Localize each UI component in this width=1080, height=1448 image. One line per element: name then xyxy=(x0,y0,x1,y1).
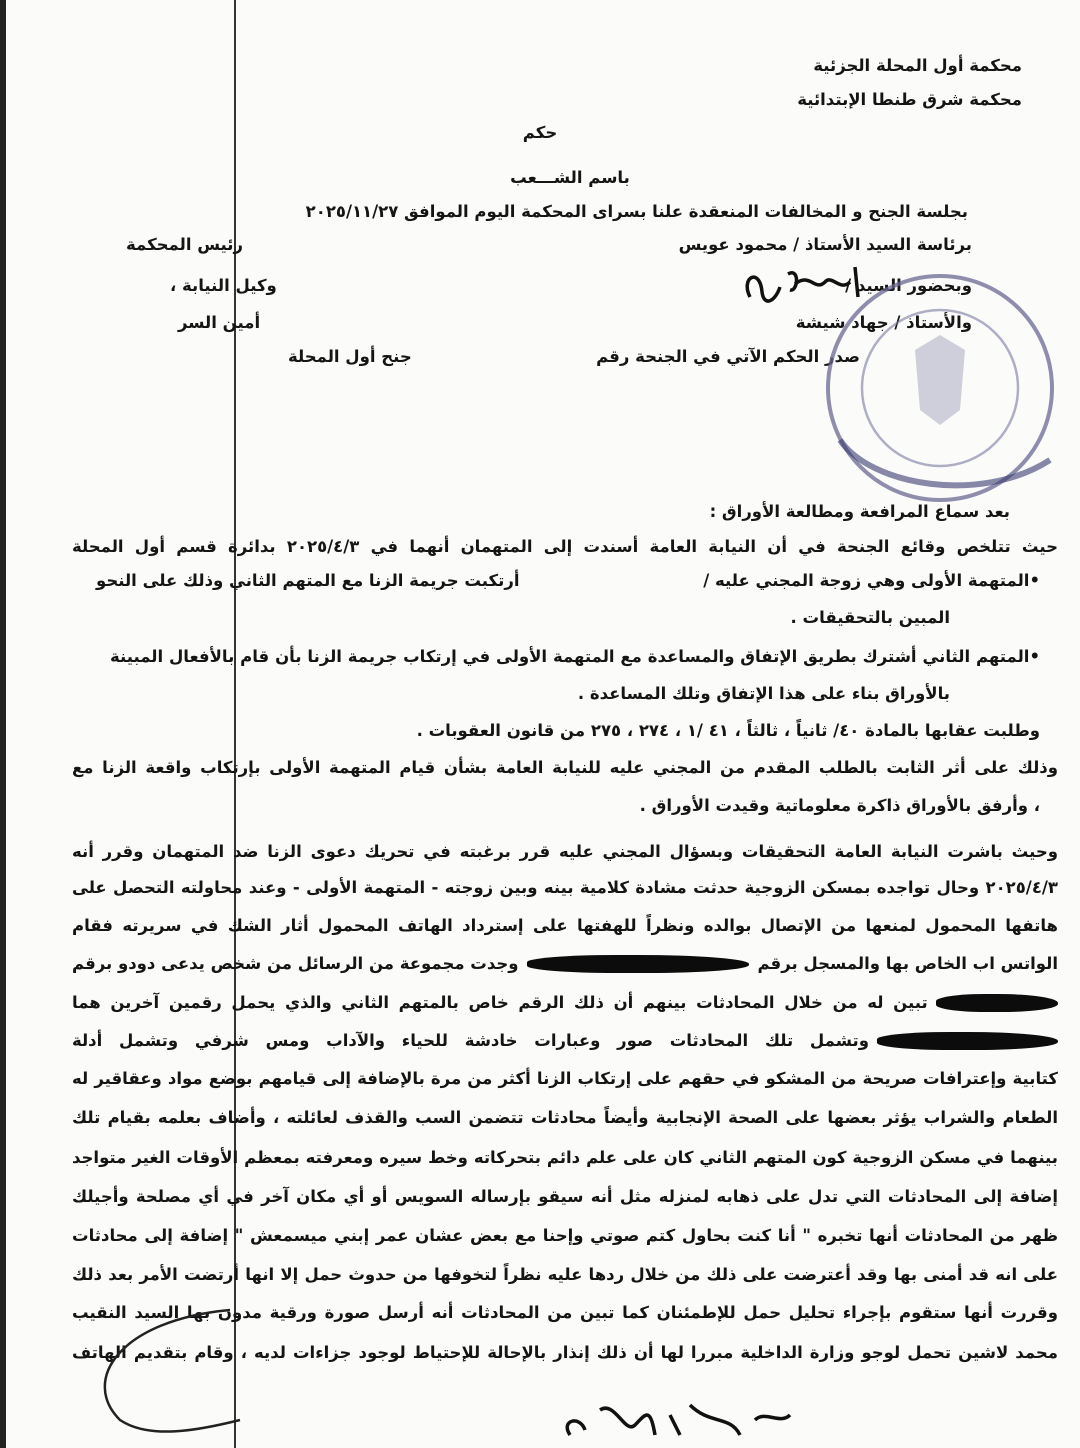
prosecutor-role: وكيل النيابة ، xyxy=(170,276,277,295)
body-line-segment: تبين له من خلال المحادثات بينهم أن ذلك الرقم خاص بالمتهم الثاني والذي يحمل رقمين آخرين هما xyxy=(72,993,928,1012)
presiding-judge: برئاسة السيد الأستاذ / محمود عويس xyxy=(678,235,972,254)
case-number-label: صدر الحكم الآتي في الجنحة رقم xyxy=(596,347,860,366)
body-line: المبين بالتحقيقات . xyxy=(790,608,950,627)
clerk: والأستاذ / جهاد شيشة xyxy=(795,313,972,332)
body-line: كتابية وإعترافات صريحة من المشكو في حقهم على إرتكاب الزنا أكثر من مرة بالإضافة إلى قيامهم بوضع مواد وعقاقير له xyxy=(72,1069,1058,1088)
presiding-role: رئيس المحكمة xyxy=(126,235,243,254)
body-line: محمد لاشين تحمل لوجو وزارة الداخلية مبررا لها أن ذلك إنذار بالإحالة للإحتياط لوجود جزاءات لديه ، وقام بتقديم الهاتف xyxy=(72,1343,1058,1362)
redaction-mark xyxy=(527,955,750,973)
body-line: بعد سماع المرافعة ومطالعة الأوراق : xyxy=(709,502,1010,521)
body-line: وحيث باشرت النيابة العامة التحقيقات وبسؤال المجني عليه قرر برغبته في تحريك دعوى الزنا ضد المتهمان وقرر أنه xyxy=(72,842,1058,861)
redaction-mark xyxy=(936,994,1058,1012)
document-title: حكم xyxy=(522,123,558,142)
court-seal xyxy=(780,270,1080,510)
body-line: أرتكبت جريمة الزنا مع المتهم الثاني وذلك على النحو xyxy=(96,571,520,590)
court-name: محكمة أول المحلة الجزئية xyxy=(813,56,1022,75)
body-line: ٢٠٢٥/٤/٣ وحال تواجده بمسكن الزوجية حدثت مشادة كلامية بينه وبين زوجته - المتهمة الأولى - وعند محاولته التحصل على xyxy=(72,878,1058,897)
body-line: وقررت أنها ستقوم بإجراء تحليل حمل للإطمئنان كما تبين من المحادثات أنه أرسل صورة ورقية مدون بها السيد النقيب xyxy=(72,1303,1058,1322)
redaction-mark xyxy=(877,1032,1058,1050)
body-line xyxy=(72,991,1058,1015)
body-line: إضافة إلى المحادثات التي تدل على ذهابه لمنزله مثل أنه سيقو بإرساله السويس أو أي مكان آخر في أي مصلحة وأجيلك xyxy=(72,1187,1058,1206)
body-line: حيث تتلخص وقائع الجنحة في أن النيابة العامة أسندت إلى المتهمان أنهما في ٢٠٢٥/٤/٣ بدائرة قسم أول المحلة xyxy=(72,537,1058,556)
scan-edge xyxy=(0,0,6,1448)
body-line xyxy=(72,952,1058,976)
body-line-segment: وتشمل تلك المحادثات صور وعبارات خادشة للحياء والآداب ومس شرفي وتشمل أدلة xyxy=(71,1031,869,1050)
body-line-segment: وجدت مجموعة من الرسائل من شخص يدعى دودو برقم xyxy=(72,954,519,973)
body-line: •المتهم الثاني أشترك بطريق الإتفاق والمساعدة مع المتهمة الأولى في إرتكاب جريمة الزنا بأن قام بالأفعال المبينة xyxy=(110,647,1040,666)
judge-signature xyxy=(540,1395,800,1448)
body-line: الطعام والشراب يؤثر بعضها على الصحة الإنجابية وأيضاً محادثات تتضمن السب والقذف لعائلته ، وأضاف بعلمه بقيام تلك xyxy=(72,1108,1058,1127)
body-line: بالأوراق بناء على هذا الإتفاق وتلك المساعدة . xyxy=(577,684,950,703)
body-line: ظهر من المحادثات أنها تخبره " أنا كنت بحاول كتم صوتي وإحنا مع بعض عشان عمر إبني ميسمعش " إضافة إلى محادثات xyxy=(72,1226,1058,1245)
margin-scribble xyxy=(80,1300,250,1440)
prosecutor: وبحضور السيد / xyxy=(845,276,972,295)
case-type: جنح أول المحلة xyxy=(288,347,412,366)
session-line: بجلسة الجنح و المخالفات المنعقدة علنا بسراى المحكمة اليوم الموافق ٢٠٢٥/١١/٢٧ xyxy=(305,202,968,221)
body-line: ، وأرفق بالأوراق ذاكرة معلوماتية وقيدت الأوراق . xyxy=(639,796,1040,815)
body-line: وذلك على أثر الثابت بالطلب المقدم من المجني عليه للنيابة العامة بشأن قيام المتهمة الأولى بإرتكاب واقعة الزنا مع xyxy=(72,758,1058,777)
court-district: محكمة شرق طنطا الإبتدائية xyxy=(797,90,1022,109)
body-line: هاتفها المحمول لمنعها من الإتصال بوالده ونظراً للهفتها على إسترداد الهاتف المحمول أثار الشك في سريرته فقام xyxy=(72,916,1058,935)
body-line: •المتهمة الأولى وهي زوجة المجني عليه / xyxy=(703,571,1040,590)
body-line: على انه قد أمنى بها وقد أعترضت على ذلك من خلال ردها عليه نظراً لتخوفها من حدوث حمل إلا انها أرتضت الأمر بعد ذلك xyxy=(72,1265,1058,1284)
body-line xyxy=(72,1029,1058,1053)
body-line: وطلبت عقابها بالمادة ٤٠/ ثانياً ، ثالثاً ، ٤١ /١ ، ٢٧٤ ، ٢٧٥ من قانون العقوبات . xyxy=(416,721,1040,740)
body-line-segment: الواتس اب الخاص بها والمسجل برقم xyxy=(757,954,1058,973)
clerk-role: أمين السر xyxy=(178,313,261,332)
body-line: بينهما في مسكن الزوجية كون المتهم الثاني كان على علم دائم بتحركاته وخط سيره ومعرفته بمعظم الأوقات الغير متواجد xyxy=(72,1148,1058,1167)
document-subtitle: باسم الشـــعب xyxy=(510,168,630,187)
